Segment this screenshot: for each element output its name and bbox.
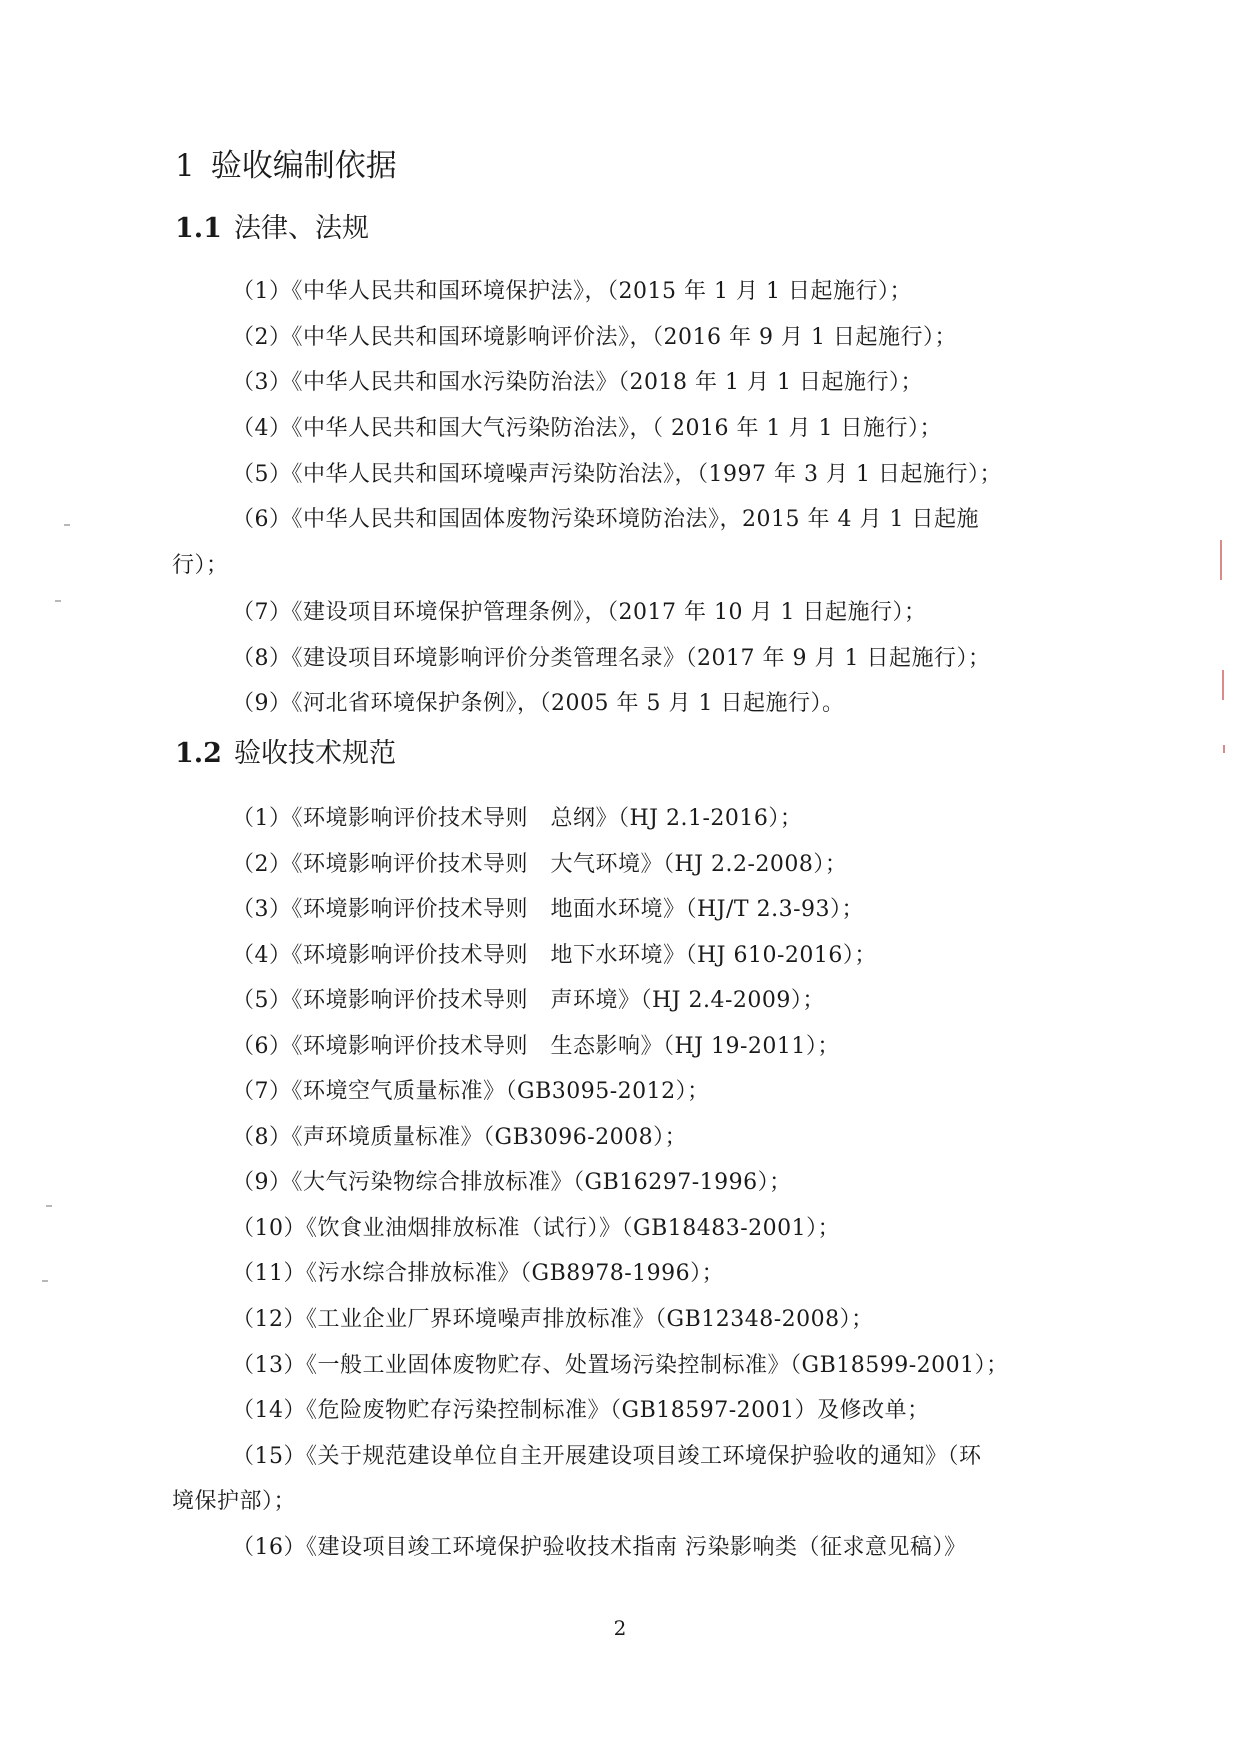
scan-mark	[55, 600, 61, 602]
standard-item-11: （11）《污水综合排放标准》（GB8978-1996）；	[232, 1261, 725, 1286]
standard-item-4: （4）《环境影响评价技术导则 地下水环境》（HJ 610-2016）；	[232, 943, 877, 968]
heading-1-title: 验收编制依据	[210, 148, 397, 184]
standard-item-15-continued: 境保护部）；	[172, 1489, 297, 1514]
standard-item-7: （7）《环境空气质量标准》（GB3095-2012）；	[232, 1079, 710, 1104]
law-item-3: （3）《中华人民共和国水污染防治法》（2018 年 1 月 1 日起施行）；	[232, 370, 923, 395]
standard-item-3: （3）《环境影响评价技术导则 地面水环境》（HJ/T 2.3-93）；	[232, 897, 864, 922]
standard-item-14: （14）《危险废物贮存污染控制标准》（GB18597-2001）及修改单；	[232, 1398, 930, 1423]
heading-1-2-title: 验收技术规范	[233, 738, 396, 769]
standard-item-6: （6）《环境影响评价技术导则 生态影响》（HJ 19-2011）；	[232, 1034, 840, 1059]
law-item-8: （8）《建设项目环境影响评价分类管理名录》（2017 年 9 月 1 日起施行）；	[232, 646, 991, 671]
law-item-6: （6）《中华人民共和国固体废物污染环境防治法》，2015 年 4 月 1 日起施	[232, 507, 979, 532]
heading-1-1	[175, 209, 369, 249]
standard-item-10: （10）《饮食业油烟排放标准（试行）》（GB18483-2001）；	[232, 1216, 841, 1241]
heading-1-2-number: 1.2	[175, 738, 222, 769]
standard-item-12: （12）《工业企业厂界环境噪声排放标准》（GB12348-2008）；	[232, 1307, 874, 1332]
standard-item-5: （5）《环境影响评价技术导则 声环境》（HJ 2.4-2009）；	[232, 988, 825, 1013]
standard-item-13: （13）《一般工业固体废物贮存、处置场污染控制标准》（GB18599-2001）；	[232, 1353, 1009, 1378]
law-item-2: （2）《中华人民共和国环境影响评价法》，（2016 年 9 月 1 日起施行）；	[232, 325, 957, 350]
heading-1	[175, 144, 397, 188]
scan-mark	[46, 1205, 52, 1207]
page-number: 2	[613, 1616, 627, 1640]
scan-edge-mark	[1220, 540, 1222, 580]
law-item-4: （4）《中华人民共和国大气污染防治法》，（ 2016 年 1 月 1 日施行）；	[232, 416, 942, 441]
scan-edge-mark	[1222, 670, 1224, 700]
heading-1-2	[175, 734, 396, 774]
standard-item-1: （1）《环境影响评价技术导则 总纲》（HJ 2.1-2016）；	[232, 806, 803, 831]
heading-1-1-title: 法律、法规	[233, 213, 369, 244]
law-item-1: （1）《中华人民共和国环境保护法》，（2015 年 1 月 1 日起施行）；	[232, 279, 912, 304]
law-item-9: （9）《河北省环境保护条例》，（2005 年 5 月 1 日起施行）。	[232, 691, 845, 716]
standard-item-9: （9）《大气污染物综合排放标准》（GB16297-1996）；	[232, 1170, 792, 1195]
standard-item-15: （15）《关于规范建设单位自主开展建设项目竣工环境保护验收的通知》（环	[232, 1444, 982, 1469]
law-item-6-continued: 行）；	[172, 553, 229, 578]
standard-item-2: （2）《环境影响评价技术导则 大气环境》（HJ 2.2-2008）；	[232, 852, 848, 877]
heading-1-1-number: 1.1	[175, 213, 222, 244]
heading-1-number: 1	[175, 148, 195, 184]
scan-mark	[42, 1280, 48, 1282]
scan-edge-mark	[1223, 745, 1225, 753]
law-item-7: （7）《建设项目环境保护管理条例》，（2017 年 10 月 1 日起施行）；	[232, 600, 927, 625]
standard-item-8: （8）《声环境质量标准》（GB3096-2008）；	[232, 1125, 688, 1150]
scan-mark	[64, 524, 70, 526]
standard-item-16: （16）《建设项目竣工环境保护验收技术指南 污染影响类（征求意见稿）》	[232, 1535, 967, 1560]
law-item-5: （5）《中华人民共和国环境噪声污染防治法》，（1997 年 3 月 1 日起施行）；	[232, 462, 1002, 487]
